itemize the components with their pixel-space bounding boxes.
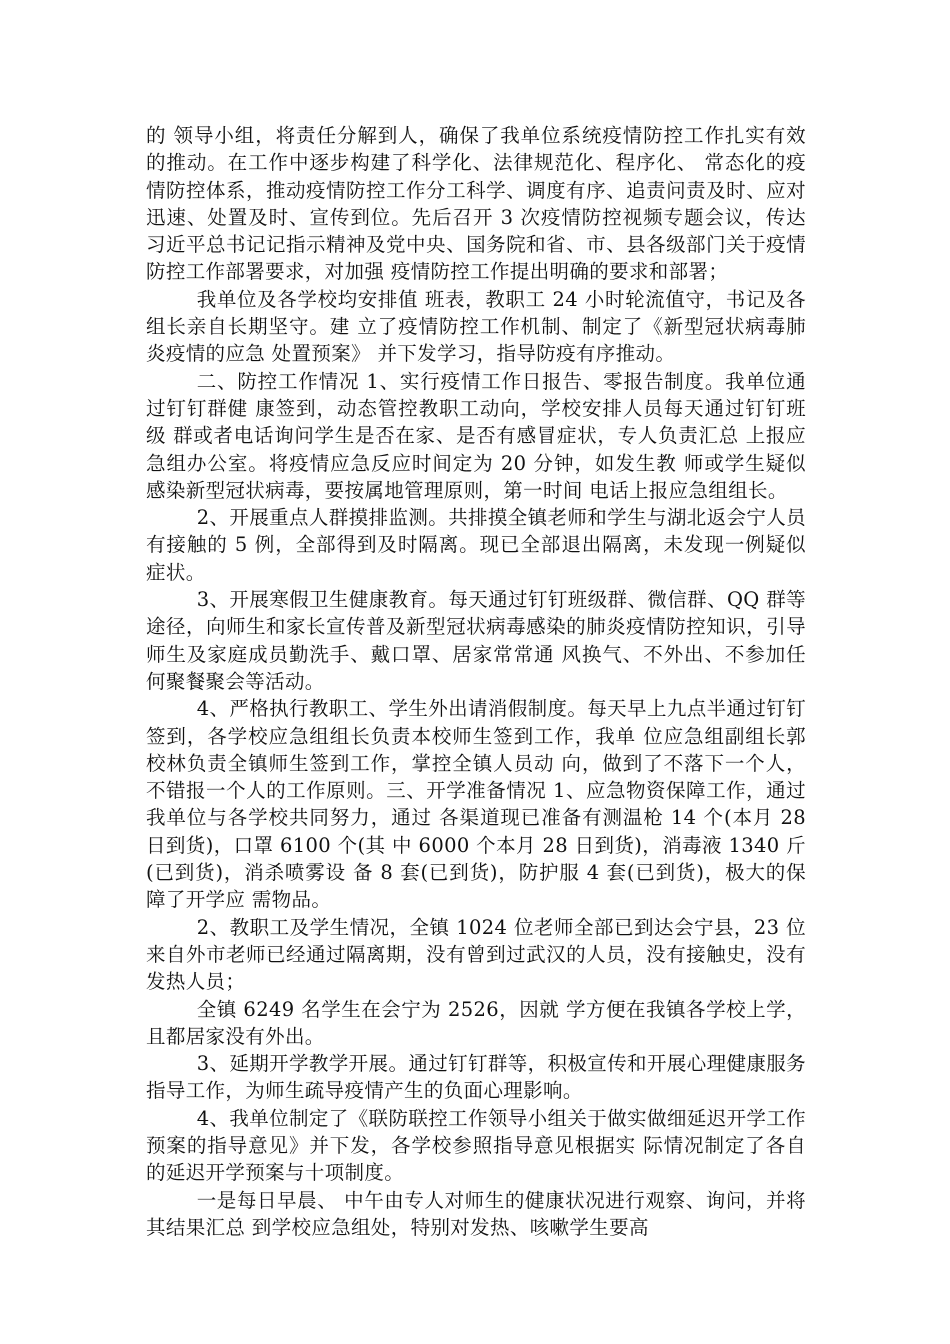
paragraph-9: 3、延期开学教学开展。通过钉钉群等，积极宣传和开展心理健康服务指导工作，为师生疏导疫情产生的负面心理影响。 — [146, 1052, 806, 1103]
paragraph-8: 全镇 6249 名学生在会宁为 2526，因就 学方便在我镇各学校上学，且都居家没有外出。 — [146, 997, 806, 1048]
paragraph-6: 4、严格执行教职工、学生外出请消假制度。每天早上九点半通过钉钉签到，各学校应急组组长负责本校师生签到工作，我单 位应急组副组长郭校林负责全镇师生签到工作，掌控全镇人员动 向，做到了不落下一个人，不错报一个人的工作原则。三、开学准备情况 1、应急物资保障工作，通过我单位与各学校共同努力，通过 各渠道现已准备有测温枪 14 个(本月 28 日到货)，口罩 6100 个(其 中 6000 个本月 28 日到货)，消毒液 1340 斤(已到货)，消杀喷雾设 备 8 套(已到货)，防护服 4 套(已到货)，极大的保障了开学应 需物品。 — [146, 697, 806, 912]
paragraph-5: 3、开展寒假卫生健康教育。每天通过钉钉班级群、微信群、QQ 群等途径，向师生和家长宣传普及新型冠状病毒感染的肺炎疫情防控知识，引导师生及家庭成员勤洗手、戴口罩、居家常常通 风换气、不外出、不参加任何聚餐聚会等活动。 — [146, 588, 806, 693]
paragraph-1: 的 领导小组，将责任分解到人，确保了我单位系统疫情防控工作扎实有效的推动。在工作中逐步构建了科学化、法律规范化、程序化、 常态化的疫情防控体系，推动疫情防控工作分工科学、调度有序、追责问责及时、应对迅速、处置及时、宣传到位。先后召开 3 次疫情防控视频专题会议，传达习近平总书记记指示精神及党中央、国务院和省、市、县各级部门关于疫情防控工作部署要求，对加强 疫情防控工作提出明确的要求和部署； — [146, 124, 806, 284]
paragraph-11: 一是每日早晨、 中午由专人对师生的健康状况进行观察、询问，并将其结果汇总 到学校应急组处，特别对发热、咳嗽学生要高 — [146, 1188, 806, 1239]
paragraph-10: 4、我单位制定了《联防联控工作领导小组关于做实做细延迟开学工作预案的指导意见》并下发，各学校参照指导意见根据实 际情况制定了各自的延迟开学预案与十项制度。 — [146, 1106, 806, 1185]
paragraph-4: 2、开展重点人群摸排监测。共排摸全镇老师和学生与湖北返会宁人员有接触的 5 例，全部得到及时隔离。现已全部退出隔离，未发现一例疑似症状。 — [146, 506, 806, 584]
paragraph-2: 我单位及各学校均安排值 班表，教职工 24 小时轮流值守，书记及各组长亲自长期坚守。建 立了疫情防控工作机制、制定了《新型冠状病毒肺炎疫情的应急 处置预案》 并下发学习，指导防疫有序推动。 — [146, 287, 806, 366]
document-page — [146, 122, 806, 1241]
paragraph-3: 二、防控工作情况 1、实行疫情工作日报告、零报告制度。我单位通过钉钉群健 康签到，动态管控教职工动向，学校安排人员每天通过钉钉班级 群或者电话询问学生是否在家、是否有感冒症状，专人负责汇总 上报应急组办公室。将疫情应急反应时间定为 20 分钟，如发生教 师或学生疑似感染新型冠状病毒，要按属地管理原则，第一时间 电话上报应急组组长。 — [146, 369, 806, 502]
paragraph-7: 2、教职工及学生情况，全镇 1024 位老师全部已到达会宁县，23 位来自外市老师已经通过隔离期，没有曾到过武汉的人员，没有接触史，没有发热人员； — [146, 915, 806, 994]
